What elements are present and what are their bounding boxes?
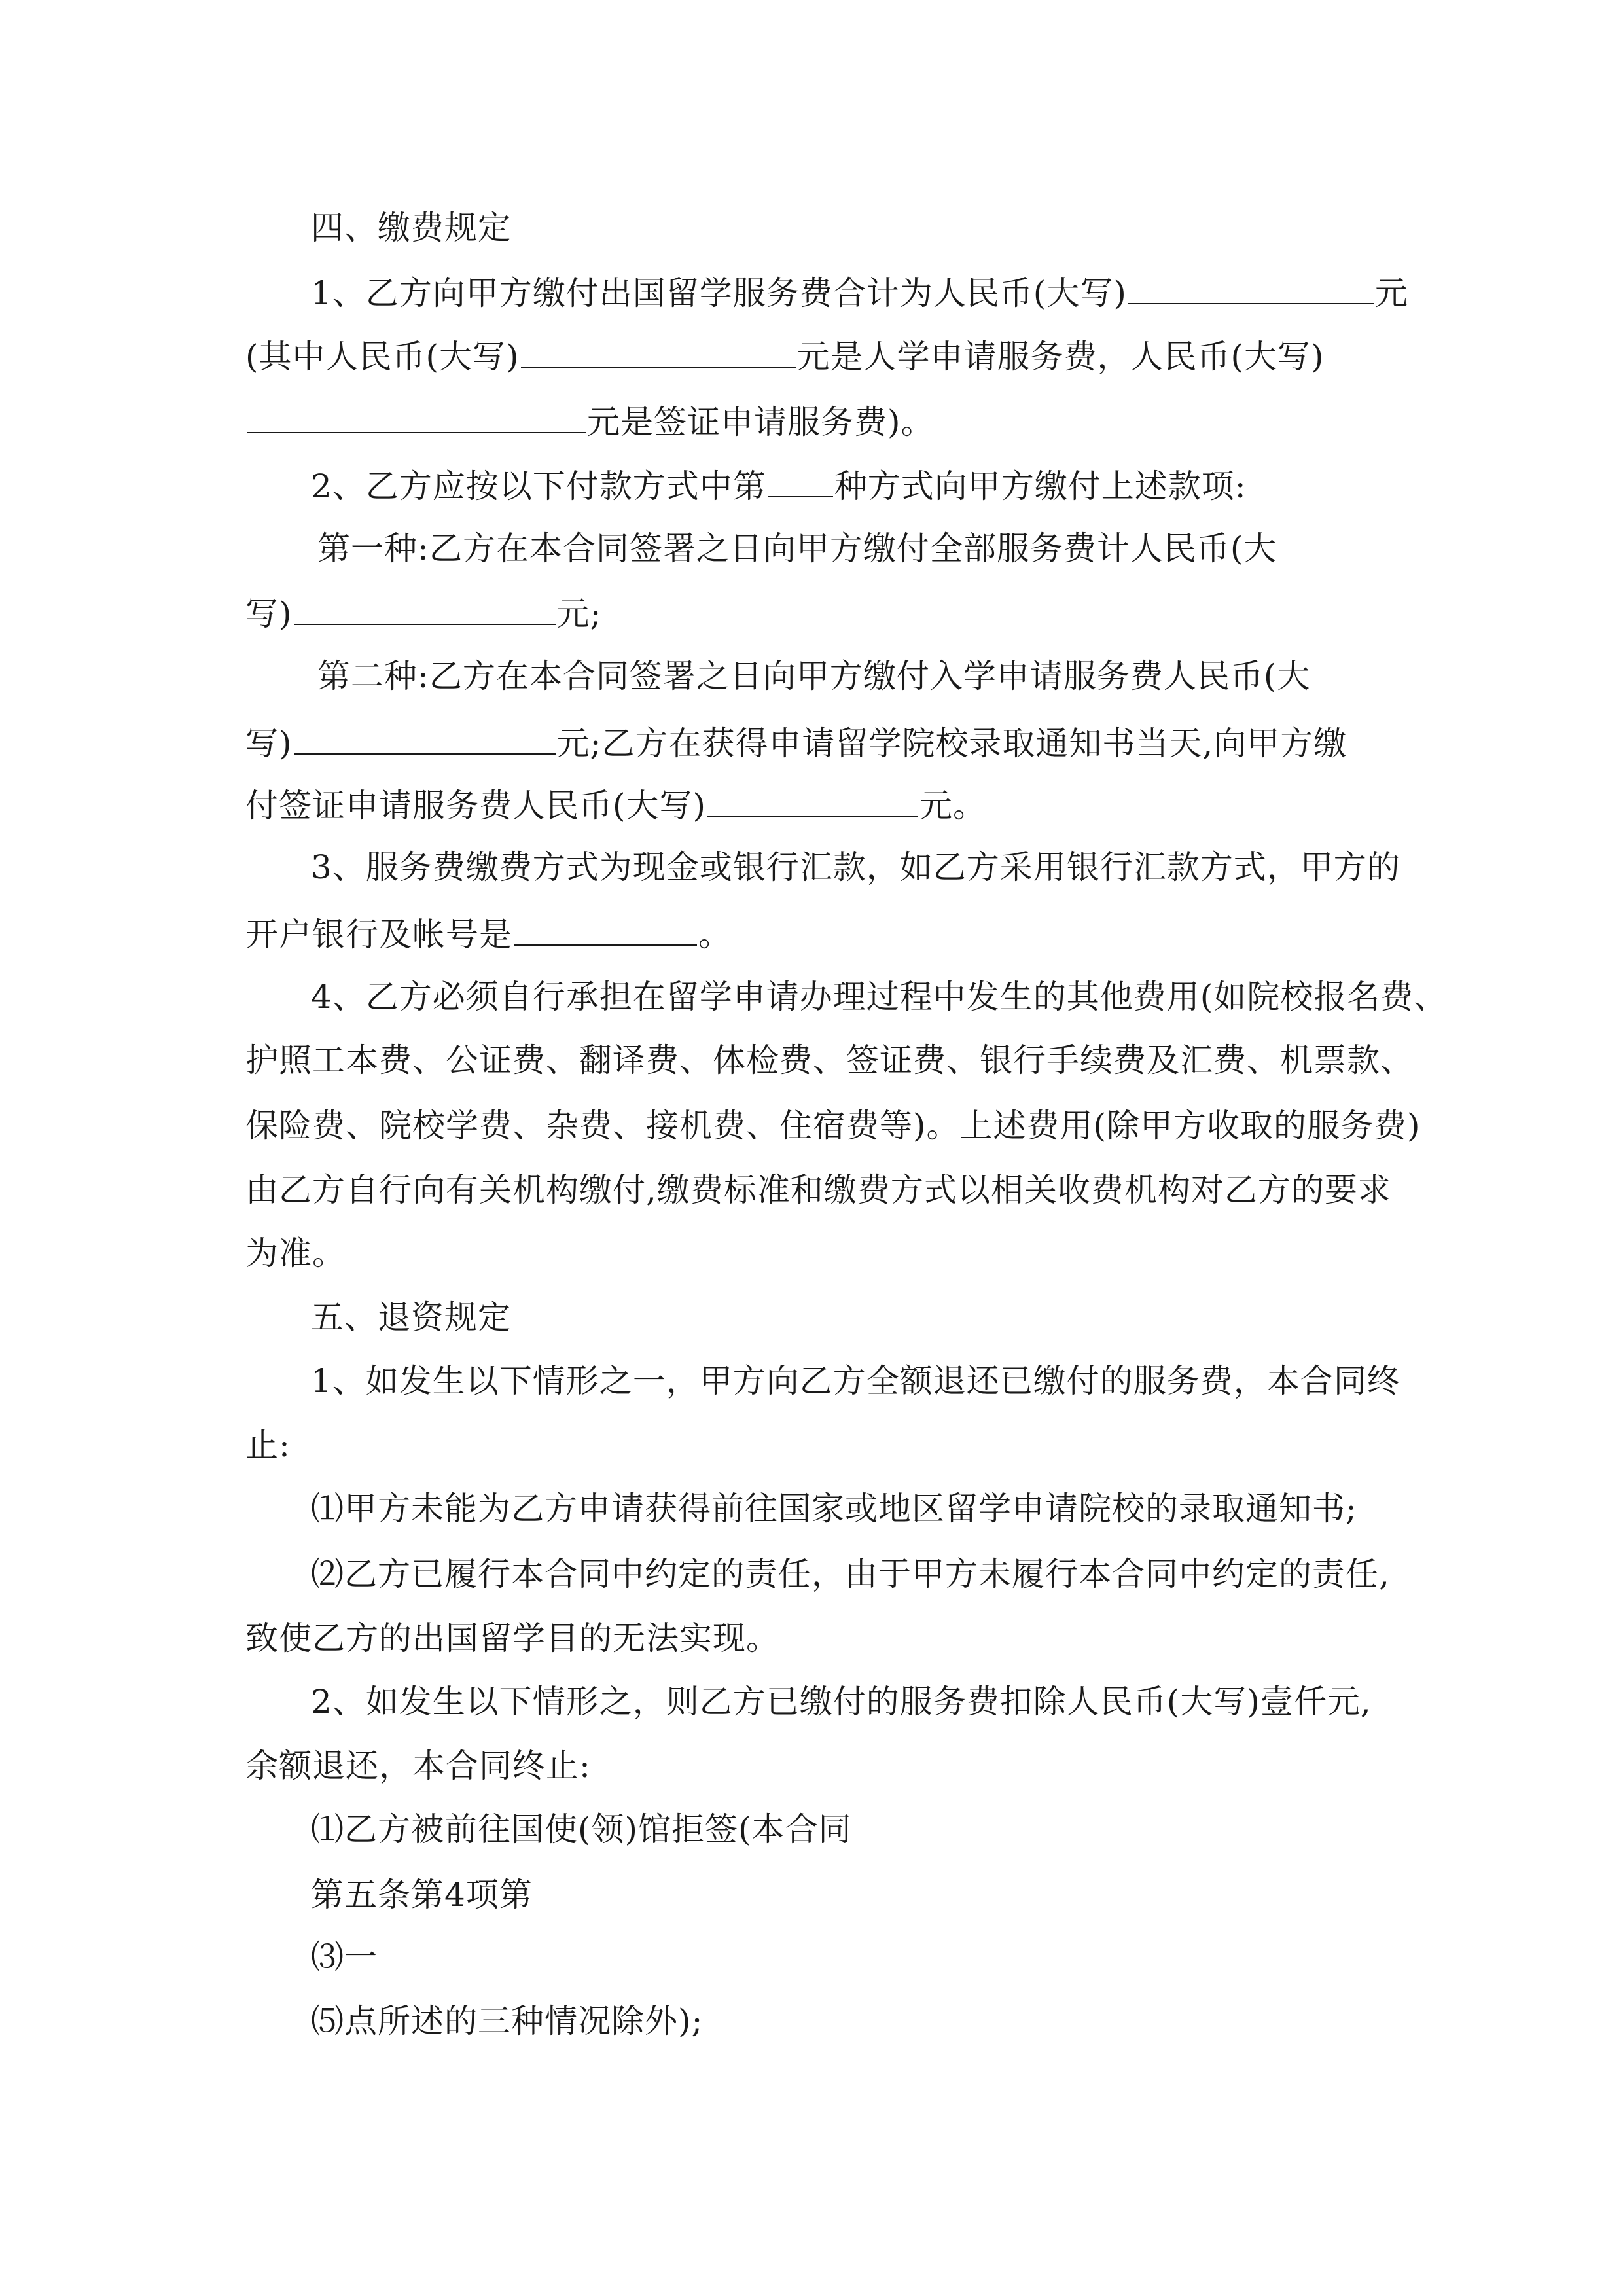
amount-admission-blank: [521, 335, 796, 368]
s5-p1-line2: 止:: [245, 1426, 291, 1464]
s5-p2-item1-cont: 第五条第4项第: [311, 1876, 533, 1914]
s4-p4-line2: 护照工本费、公证费、翻译费、体检费、签证费、银行手续费及汇费、机票款、: [245, 1041, 1414, 1079]
s4-p2-text-a-end: 种方式向甲方缴付上述款项:: [834, 467, 1247, 505]
s5-p2-item5: ⑸点所述的三种情况除外);: [311, 2002, 704, 2040]
s5-p1-item2-line1: ⑵乙方已履行本合同中约定的责任，由于甲方未履行本合同中约定的责任,: [311, 1555, 1390, 1593]
s4-p1-text-a: 1、乙方向甲方缴付出国留学服务费合计为人民币(大写): [311, 274, 1127, 312]
s5-p1-line1: 1、如发生以下情形之一，甲方向乙方全额退还已缴付的服务费，本合同终: [311, 1362, 1400, 1400]
s4-p1-line1: [311, 272, 1408, 311]
s4-p3-bank-text: 开户银行及帐号是: [245, 916, 512, 954]
s4-p4-line4: 由乙方自行向有关机构缴付,缴费标准和缴费方式以相关收费机构对乙方的要求: [245, 1171, 1391, 1209]
s4-p1-line2: [245, 335, 1325, 374]
bank-account-blank: [514, 913, 697, 946]
s4-p2-opt2-yuan: 元。: [919, 787, 987, 825]
s4-p2-line1: [311, 465, 1247, 504]
s4-p2-opt1-line2: [245, 592, 601, 632]
s4-p2-opt2-line2: [245, 722, 1347, 761]
s5-p2-item1: ⑴乙方被前往国使(领)馆拒签(本合同: [311, 1810, 852, 1848]
s4-p1-text-c-end: 元是签证申请服务费)。: [587, 403, 935, 441]
s4-p2-opt2-line1: 第二种:乙方在本合同签署之日向甲方缴付入学申请服务费人民币(大: [317, 657, 1311, 695]
s4-p1-text-b-mid: 元是人学申请服务费，人民币(大写): [796, 338, 1325, 376]
amount-visa-blank: [247, 401, 586, 433]
s4-p2-opt2-line3: [245, 784, 986, 823]
s4-p3-line1: 3、服务费缴费方式为现金或银行汇款，如乙方采用银行汇款方式，甲方的: [311, 848, 1400, 886]
s4-p2-opt1-write: 写): [245, 595, 293, 633]
s4-p3-line2: [245, 913, 732, 952]
s5-p1-item1: ⑴甲方未能为乙方申请获得前往国家或地区留学申请院校的录取通知书;: [311, 1490, 1357, 1528]
s4-p3-period: 。: [698, 916, 732, 954]
amount-option2b-blank: [707, 784, 918, 817]
s4-p2-opt2-text: 元;乙方在获得申请留学院校录取通知书当天,向甲方缴: [556, 725, 1347, 762]
s5-p2-line1: 2、如发生以下情形之，则乙方已缴付的服务费扣除人民币(大写)壹仟元,: [311, 1683, 1372, 1721]
amount-option1-blank: [294, 592, 556, 625]
s4-p4-line1: 4、乙方必须自行承担在留学申请办理过程中发生的其他费用(如院校报名费、: [311, 978, 1448, 1016]
s5-p1-item2-line2: 致使乙方的出国留学目的无法实现。: [245, 1619, 779, 1657]
section-4-heading: 四、缴费规定: [311, 209, 511, 247]
payment-method-blank: [768, 465, 833, 497]
s4-p2-opt2-visa-text: 付签证申请服务费人民币(大写): [245, 787, 707, 825]
s4-p1-yuan: 元: [1374, 274, 1408, 312]
s4-p2-text-a: 2、乙方应按以下付款方式中第: [311, 467, 766, 505]
s4-p4-line5: 为准。: [245, 1234, 346, 1272]
s4-p1-text-b-start: (其中人民币(大写): [245, 338, 520, 376]
s4-p1-line3: [245, 401, 935, 440]
s4-p4-line3: 保险费、院校学费、杂费、接机费、住宿费等)。上述费用(除甲方收取的服务费): [245, 1107, 1421, 1145]
s5-p2-line2: 余额退还，本合同终止:: [245, 1747, 591, 1785]
amount-total-blank: [1128, 272, 1374, 304]
section-5-heading: 五、退资规定: [311, 1299, 511, 1336]
s5-p2-item3: ⑶一: [311, 1938, 378, 1976]
s4-p2-opt1-line1: 第一种:乙方在本合同签署之日向甲方缴付全部服务费计人民币(大: [317, 529, 1277, 567]
amount-option2a-blank: [294, 722, 556, 755]
s4-p2-opt2-write: 写): [245, 725, 293, 762]
s4-p2-opt1-yuan: 元;: [556, 595, 602, 633]
